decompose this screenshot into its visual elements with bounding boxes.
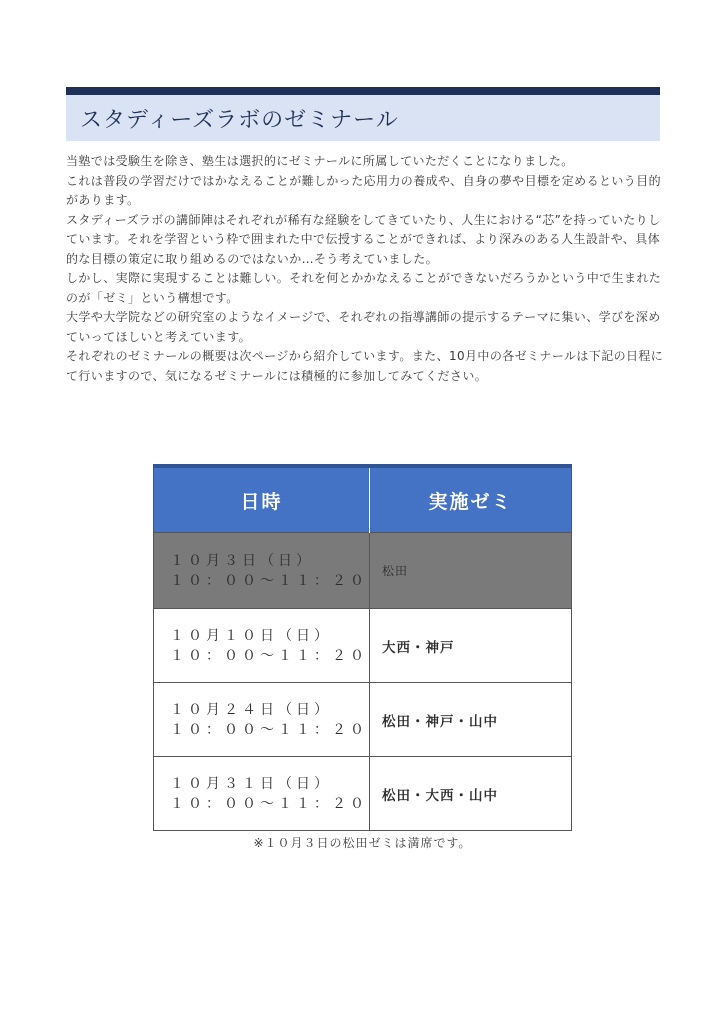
date-cell <box>154 533 370 609</box>
date-text: １０月３日（日） <box>170 552 314 569</box>
title-box <box>66 95 660 141</box>
paragraph: スタディーズラボの講師陣はそれぞれが稀有な経験をしてきていたり、人生における“芯”を持っていたりしています。それを学習という枠で囲まれた中で伝授することができれば、より深みのある人生設計や、具体的な目標の策定に取り組めるのではないか…そう考えていました。 <box>66 212 661 266</box>
time-text: １０：００～１１：２０ <box>170 721 368 738</box>
time-text: １０：００～１１：２０ <box>170 572 368 589</box>
paragraph: しかし、実際に実現することは難しい。それを何とかかなえることができないだろうかという中で生まれたのが「ゼミ」という構想です。 <box>66 271 662 305</box>
table-header-row <box>154 466 572 533</box>
date-cell <box>154 757 370 831</box>
intro-text <box>66 152 666 386</box>
zemi-cell: 松田・大西・山中 <box>370 757 572 831</box>
paragraph: それぞれのゼミナールの概要は次ページから紹介しています。また、10月中の各ゼミナールは下記の日程にて行いますので、気になるゼミナールには積極的に参加してみてください。 <box>66 349 664 383</box>
zemi-cell: 大西・神戸 <box>370 609 572 683</box>
paragraph: これは普段の学習だけではかなえることが難しかった応用力の養成や、自身の夢や目標を定めるという目的があります。 <box>66 173 661 207</box>
footnote: ※１０月３日の松田ゼミは満席です。 <box>253 836 472 850</box>
date-cell <box>154 683 370 757</box>
paragraph: 大学や大学院などの研究室のようなイメージで、それぞれの指導講師の提示するテーマに集い、学びを深めていってほしいと考えています。 <box>66 310 661 344</box>
header-date: 日時 <box>154 466 370 533</box>
table-row <box>154 683 572 757</box>
time-text: １０：００～１１：２０ <box>170 795 368 812</box>
time-text: １０：００～１１：２０ <box>170 647 368 664</box>
date-text: １０月３１日（日） <box>170 775 332 792</box>
table-row <box>154 757 572 831</box>
page-title: スタディーズラボのゼミナール <box>80 107 399 133</box>
schedule-table <box>153 464 572 831</box>
date-cell <box>154 609 370 683</box>
table-row <box>154 609 572 683</box>
header-zemi: 実施ゼミ <box>370 466 572 533</box>
date-text: １０月２４日（日） <box>170 701 332 718</box>
table-row-full <box>154 533 572 609</box>
date-text: １０月１０日（日） <box>170 627 332 644</box>
zemi-cell: 松田・神戸・山中 <box>370 683 572 757</box>
paragraph: 当塾では受験生を除き、塾生は選択的にゼミナールに所属していただくことになりました。 <box>66 154 574 168</box>
zemi-cell: 松田 <box>370 533 572 609</box>
title-accent-bar <box>66 87 660 95</box>
